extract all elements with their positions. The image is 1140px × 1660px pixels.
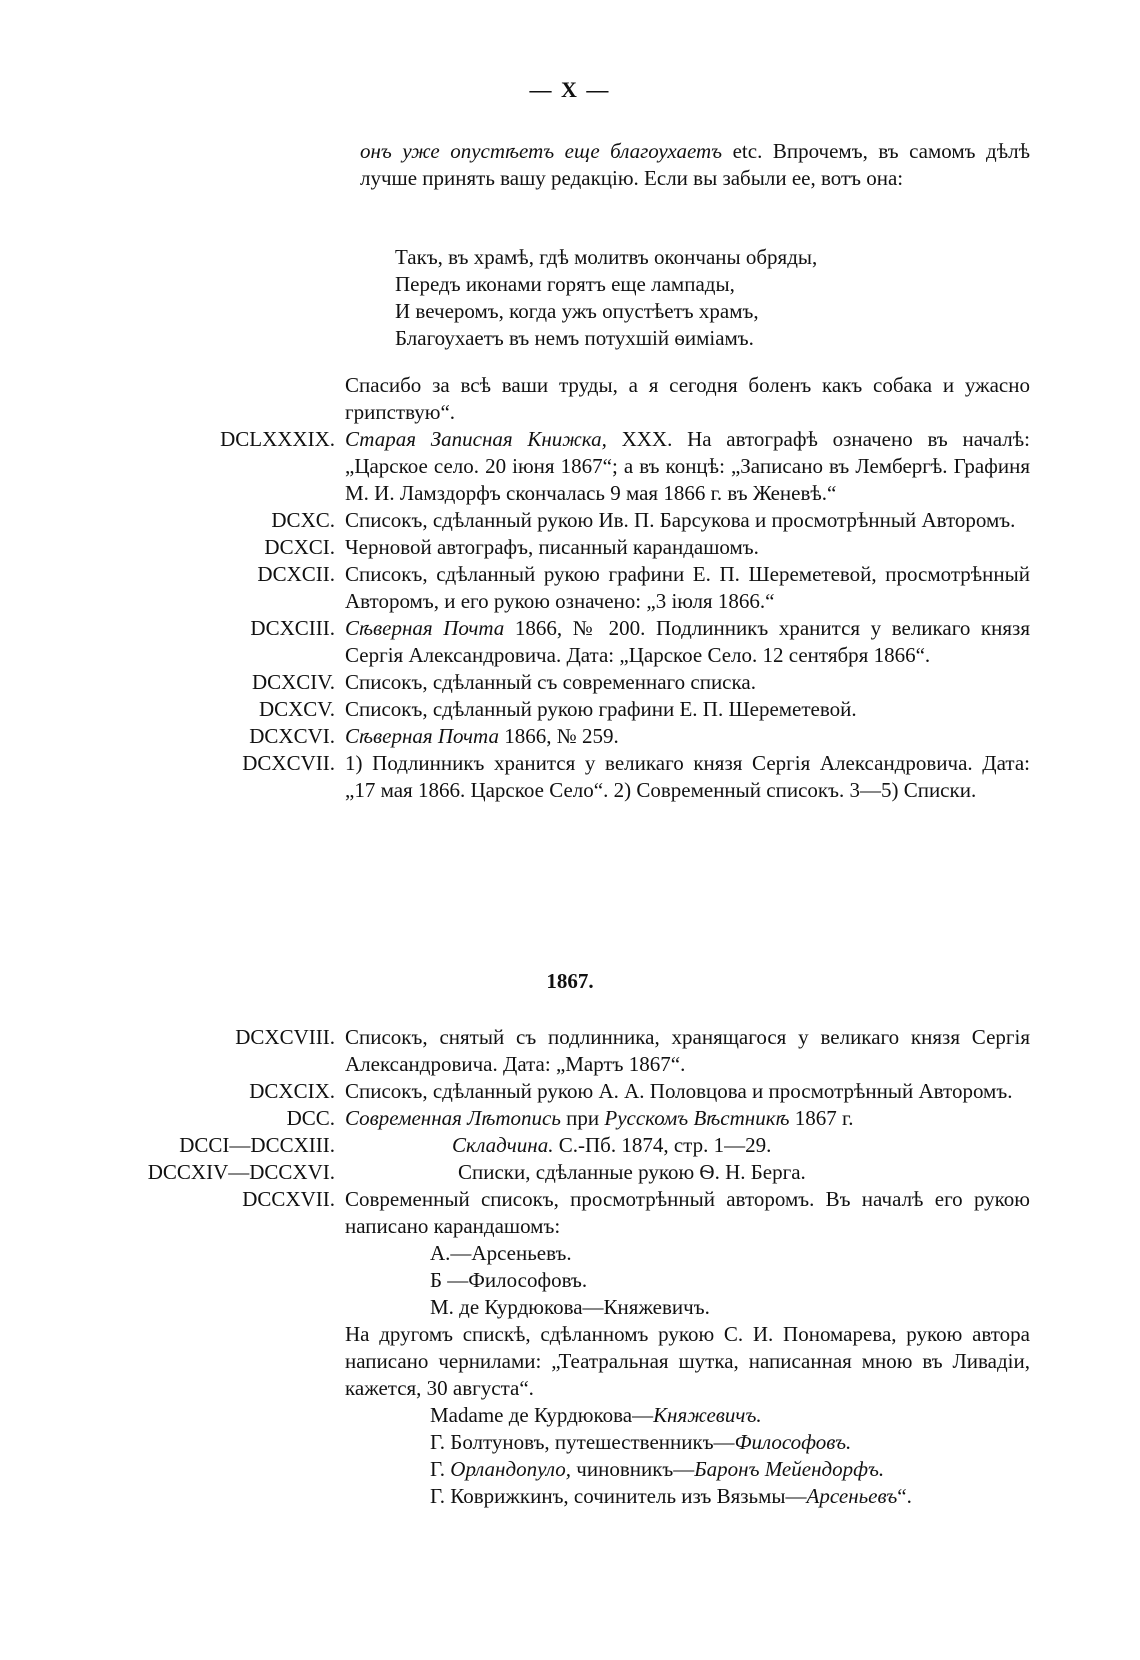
cast-actor: Княжевичъ.: [653, 1403, 762, 1427]
entry-body: XXX. На автографѣ означено въ началѣ: „Царское село. 20 іюня 1867“; а въ концѣ: „Записано въ Лембергѣ. Графиня М. И. Ламздорфъ скончалась 9 мая 1866 г. въ Женевѣ.“: [345, 427, 1030, 505]
entry-number: DCXCIII.: [250, 616, 335, 640]
entry-title: Русскомъ Вѣстникѣ: [604, 1106, 790, 1130]
cast-actor: Баронъ Мейендорфъ.: [694, 1457, 885, 1481]
entry: [0, 426, 1140, 507]
intro-quote: онъ уже опустѣетъ еще благоухаетъ: [360, 139, 723, 163]
entry-text: [345, 723, 1030, 750]
second-copy-paragraph: На другомъ спискѣ, сдѣланномъ рукою С. И. Пономарева, рукою автора написано чернилами: „Театральная шутка, написанная мною въ Ливадіи, кажется, 30 августа“.: [345, 1322, 1030, 1400]
cast-line: [430, 1429, 1140, 1456]
entry-text: Списокъ, сдѣланный рукою Ив. П. Барсукова и просмотрѣнный Авторомъ.: [345, 508, 1016, 532]
role-line: А.—Арсеньевъ.: [430, 1241, 572, 1265]
entry: [0, 750, 1140, 804]
entry-number: DCLXXXIX.: [220, 427, 335, 451]
verse-line: Благоухаетъ въ немъ потухшій ѳиміамъ.: [395, 326, 754, 350]
cast-line: [430, 1456, 1140, 1483]
cast-role: Г. Болтуновъ, путешественникъ—: [430, 1430, 735, 1454]
entry-number: DCXCVI.: [249, 724, 335, 748]
verse-line: Такъ, въ храмѣ, гдѣ молитвъ окончаны обряды,: [395, 245, 818, 269]
cast-actor: Арсеньевъ: [806, 1484, 898, 1508]
entry-number: DCXC.: [271, 508, 335, 532]
entry-number: DCXCIX.: [249, 1079, 335, 1103]
entry-title: Сѣверная Почта: [345, 724, 499, 748]
entry-title: Сѣверная Почта: [345, 616, 505, 640]
entry: [0, 1105, 1140, 1132]
entry: [0, 1078, 1140, 1105]
entry-text: [345, 1105, 1030, 1132]
cast-line: [430, 1483, 1140, 1510]
entry: [0, 1024, 1140, 1078]
entry-text: Списокъ, сдѣланный рукою графини Е. П. Шереметевой.: [345, 697, 857, 721]
entry: [0, 534, 1140, 561]
entry-text: Списки, сдѣланные рукою Ѳ. Н. Берга.: [458, 1160, 806, 1184]
intro-text: etc. Впрочемъ, въ самомъ дѣлѣ лучше принять вашу редакцію. Если вы забыли ее, вотъ она:: [360, 139, 1030, 190]
entry-number: DCCXVII.: [242, 1187, 335, 1211]
entry-text: Современный списокъ, просмотрѣнный авторомъ. Въ началѣ его рукою написано карандашомъ:: [345, 1187, 1030, 1238]
cast-line: [430, 1402, 1140, 1429]
entries-1866: [0, 426, 1140, 804]
year-heading: 1867.: [546, 969, 594, 993]
entry-number: DCC.: [286, 1106, 335, 1130]
entry-text: Списокъ, сдѣланный рукою А. А. Половцова и просмотрѣнный Авторомъ.: [345, 1079, 1013, 1103]
entry-number: DCXCVII.: [242, 751, 335, 775]
thanks-paragraph: Спасибо за всѣ ваши труды, а я сегодня боленъ какъ собака и ужасно грипствую“.: [345, 373, 1030, 424]
entry: [0, 507, 1140, 534]
entry: [0, 696, 1140, 723]
entry-body: 1866, № 200. Подлинникъ хранится у великаго князя Сергія Александровича. Дата: „Царское Село. 12 сентября 1866“.: [345, 616, 1030, 667]
entry: [0, 1132, 1140, 1159]
entry: [0, 1186, 1140, 1240]
entry-number: DCXCII.: [257, 562, 335, 586]
entries-1867: [0, 1024, 1140, 1510]
entry: [0, 669, 1140, 696]
entry-text: Списокъ, сдѣланный рукою графини Е. П. Шереметевой, просмотрѣнный Авторомъ, и его рукою означено: „3 іюля 1866.“: [345, 562, 1030, 613]
entry-title: Старая Записная Книжка,: [345, 427, 607, 451]
entry-text: Списокъ, сдѣланный съ современнаго списка.: [345, 670, 756, 694]
entry-body: 1866, № 259.: [498, 724, 619, 748]
cast-role: Г. Коврижкинъ, сочинитель изъ Вязьмы—: [430, 1484, 807, 1508]
entry-text: Черновой автографъ, писанный карандашомъ.: [345, 535, 759, 559]
role-line: М. де Курдюкова—Княжевичъ.: [430, 1295, 710, 1319]
entry-number: DCXCIV.: [251, 670, 335, 694]
entry-text: [345, 426, 1030, 507]
entry-text: [345, 615, 1030, 669]
entry-number: DCCI—DCCXIII.: [179, 1133, 335, 1157]
verse-line: И вечеромъ, когда ужъ опустѣетъ храмъ,: [395, 299, 759, 323]
entry-number: DCXCV.: [258, 697, 335, 721]
role-line: Б —Философовъ.: [430, 1268, 588, 1292]
entry-body: 1867 г.: [789, 1106, 854, 1130]
entry-number: DCXCVIII.: [235, 1025, 335, 1049]
entry-title: Складчина.: [452, 1133, 554, 1157]
intro-paragraph: [360, 138, 1030, 192]
entry: [0, 723, 1140, 750]
entry-text: [452, 1132, 1030, 1159]
entry: [0, 1159, 1140, 1186]
cast-actor: Философовъ.: [734, 1430, 852, 1454]
entry-text: Списокъ, снятый съ подлинника, хранящагося у великаго князя Сергія Александровича. Дата: „Мартъ 1867“.: [345, 1025, 1030, 1076]
entry-number: DCCXIV—DCCXVI.: [147, 1160, 335, 1184]
entry-body: при: [560, 1106, 605, 1130]
entry-title: Современная Лѣтопись: [345, 1106, 561, 1130]
page-number-header: — X —: [529, 77, 611, 102]
entry-text: 1) Подлинникъ хранится у великаго князя Сергія Александровича. Дата: „17 мая 1866. Царское Село“. 2) Современный списокъ. 3—5) Списки.: [345, 751, 1030, 802]
cast-name: Орландопуло,: [450, 1457, 572, 1481]
verse-block: [395, 244, 995, 352]
entry-number: DCXCI.: [264, 535, 335, 559]
cast-role: чиновникъ—: [571, 1457, 695, 1481]
verse-line: Передъ иконами горятъ еще лампады,: [395, 272, 735, 296]
cast-role: Madame де Курдюкова—: [430, 1403, 654, 1427]
cast-role: Г.: [430, 1457, 451, 1481]
entry: [0, 561, 1140, 615]
cast-suffix: “.: [897, 1484, 912, 1508]
entry-body: С.-Пб. 1874, стр. 1—29.: [553, 1133, 772, 1157]
entry: [0, 615, 1140, 669]
